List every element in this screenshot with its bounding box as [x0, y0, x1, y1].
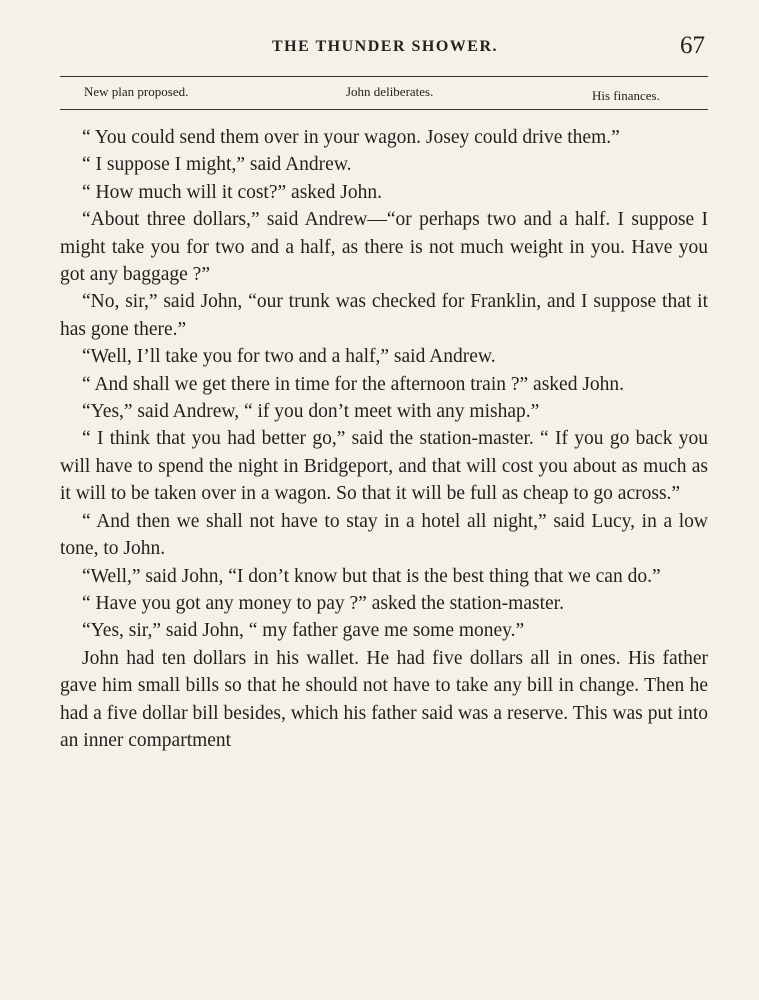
- paragraph: “Yes,” said Andrew, “ if you don’t meet with any mishap.”: [82, 401, 540, 423]
- marginal-subheads: [84, 84, 684, 104]
- paragraph: “ I suppose I might,” said Andrew.: [82, 154, 352, 176]
- page-number: 67: [680, 32, 705, 59]
- running-head: [60, 32, 710, 68]
- paragraph: “Well, I’ll take you for two and a half,” said Andrew.: [82, 346, 496, 368]
- paragraph: “Well,” said John, “I don’t know but that is the best thing that we can do.”: [82, 565, 661, 587]
- top-rule: [60, 76, 708, 77]
- chapter-title: THE THUNDER SHOWER.: [271, 38, 499, 55]
- subhead-center: John deliberates.: [346, 84, 434, 99]
- paragraph: John had ten dollars in his wallet. He had five dollars all in ones. His father gave him small bills so that he should not have to take any bill in change. Then he had a five dollar bill besides, which his father said was a reserve. This was put into an inner compartment: [60, 647, 708, 751]
- paragraph: “ You could send them over in your wagon. Josey could drive them.”: [82, 127, 620, 148]
- subhead-left: New plan proposed.: [84, 84, 189, 99]
- paragraph: “About three dollars,” said Andrew—“or perhaps two and a half. I suppose I might take you for two and a half, as there is not much weight in you. Have you got any baggage ?”: [60, 209, 708, 286]
- paragraph: “ Have you got any money to pay ?” asked the station-master.: [82, 592, 564, 614]
- bottom-rule: [60, 109, 708, 110]
- body-text: [60, 124, 708, 754]
- subhead-right: His finances.: [592, 88, 660, 103]
- paragraph: “ And shall we get there in time for the afternoon train ?” asked John.: [82, 373, 625, 395]
- paragraph: “Yes, sir,” said John, “ my father gave me some money.”: [82, 620, 525, 642]
- paragraph: “ I think that you had better go,” said the station-master. “ If you go back you will have to spend the night in Bridgeport, and that will cost you about as much as it will to be taken over in a wagon. So that it will be full as cheap to go across.”: [60, 428, 708, 505]
- paragraph: “ How much will it cost?” asked John.: [82, 181, 383, 203]
- paragraph: “ And then we shall not have to stay in a hotel all night,” said Lucy, in a low tone, to John.: [60, 510, 708, 560]
- paragraph: “No, sir,” said John, “our trunk was checked for Franklin, and I suppose that it has gone there.”: [60, 291, 708, 340]
